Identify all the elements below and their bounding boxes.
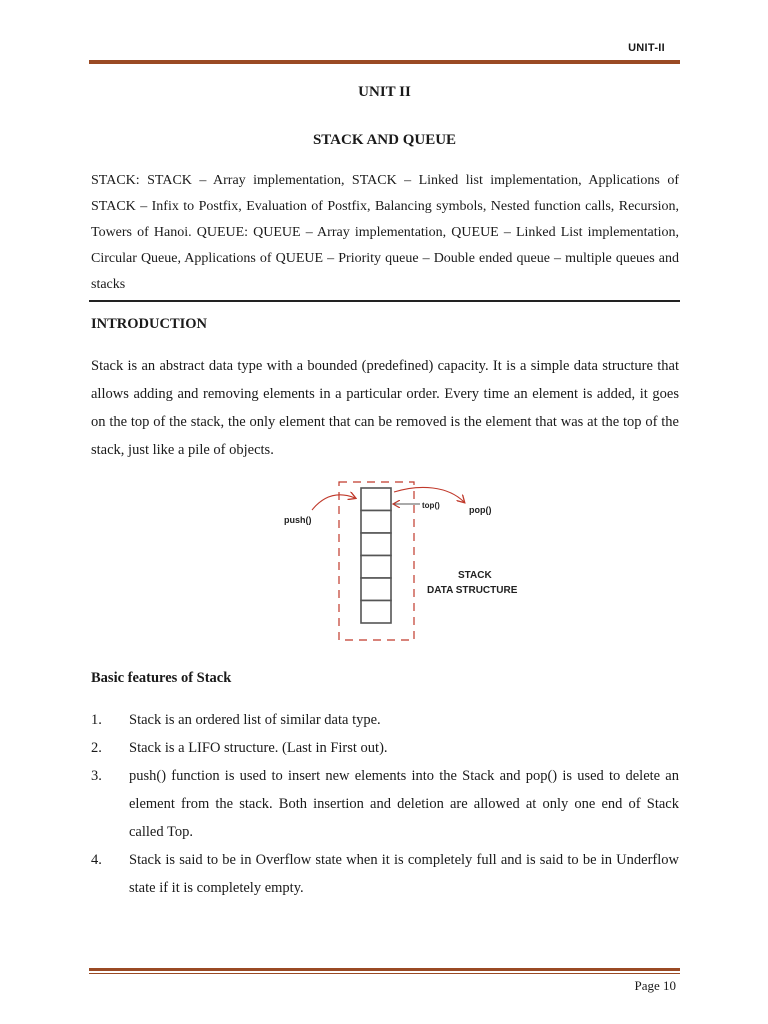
stack-diagram — [270, 474, 530, 646]
pop-arrow — [394, 487, 464, 502]
page-subtitle: STACK AND QUEUE — [312, 132, 457, 148]
list-item — [91, 846, 679, 902]
features-heading: Basic features of Stack — [91, 670, 232, 686]
push-arrow — [312, 495, 355, 510]
top-label: top() — [422, 501, 440, 510]
list-item — [91, 734, 679, 762]
page-title: UNIT II — [358, 84, 411, 100]
stack-cell — [361, 511, 391, 534]
list-item-text: push() function is used to insert new elements into the Stack and pop() is used to delete an element from the stack. Both insertion and deletion are allowed at only one end of Stack called Top. — [129, 768, 679, 840]
list-item — [91, 706, 679, 734]
syllabus-paragraph: STACK: STACK – Array implementation, STACK – Linked list implementation, Applications of STACK – Infix to Postfix, Evaluation of Postfix, Balancing symbols, Nested function calls, Recursion, Towers of Hanoi. QUEUE: QUEUE – Array implementation, QUEUE – Linked List implementation, Circular Queue, Applications of QUEUE – Priority queue – Double ended queue – multiple queues and stacks — [91, 173, 679, 292]
stack-cells — [361, 488, 391, 623]
list-item-number: 1. — [91, 712, 102, 728]
stack-cell — [361, 533, 391, 556]
page-number: Page 10 — [634, 978, 676, 993]
pop-label: pop() — [469, 505, 492, 515]
list-item-number: 4. — [91, 852, 102, 868]
footer-rule-bottom — [89, 973, 680, 974]
stack-cell — [361, 601, 391, 624]
introduction-paragraph: Stack is an abstract data type with a bounded (predefined) capacity. It is a simple data structure that allows adding and removing elements in a particular order. Every time an element is added, it goes on the top of the stack, the only element that can be removed is the element that was at the top of the stack, just like a pile of objects. — [91, 358, 679, 458]
list-item-text: Stack is said to be in Overflow state when it is completely full and is said to be in Underflow state if it is completely empty. — [129, 852, 679, 896]
unit-header-label: UNIT-II — [628, 42, 665, 54]
features-list — [91, 706, 679, 902]
stack-caption-line2: DATA STRUCTURE — [427, 585, 518, 596]
stack-cell — [361, 488, 391, 511]
list-item-text: Stack is an ordered list of similar data type. — [129, 712, 381, 728]
stack-cell — [361, 578, 391, 601]
list-item-number: 2. — [91, 740, 102, 756]
stack-caption-line1: STACK — [458, 570, 492, 581]
list-item — [91, 762, 679, 846]
section-divider — [89, 300, 680, 302]
introduction-heading: INTRODUCTION — [91, 316, 208, 332]
footer-rule-top — [89, 968, 680, 971]
list-item-number: 3. — [91, 768, 102, 784]
push-label: push() — [284, 515, 312, 525]
stack-cell — [361, 556, 391, 579]
list-item-text: Stack is a LIFO structure. (Last in First out). — [129, 740, 388, 756]
header-rule — [89, 60, 680, 64]
